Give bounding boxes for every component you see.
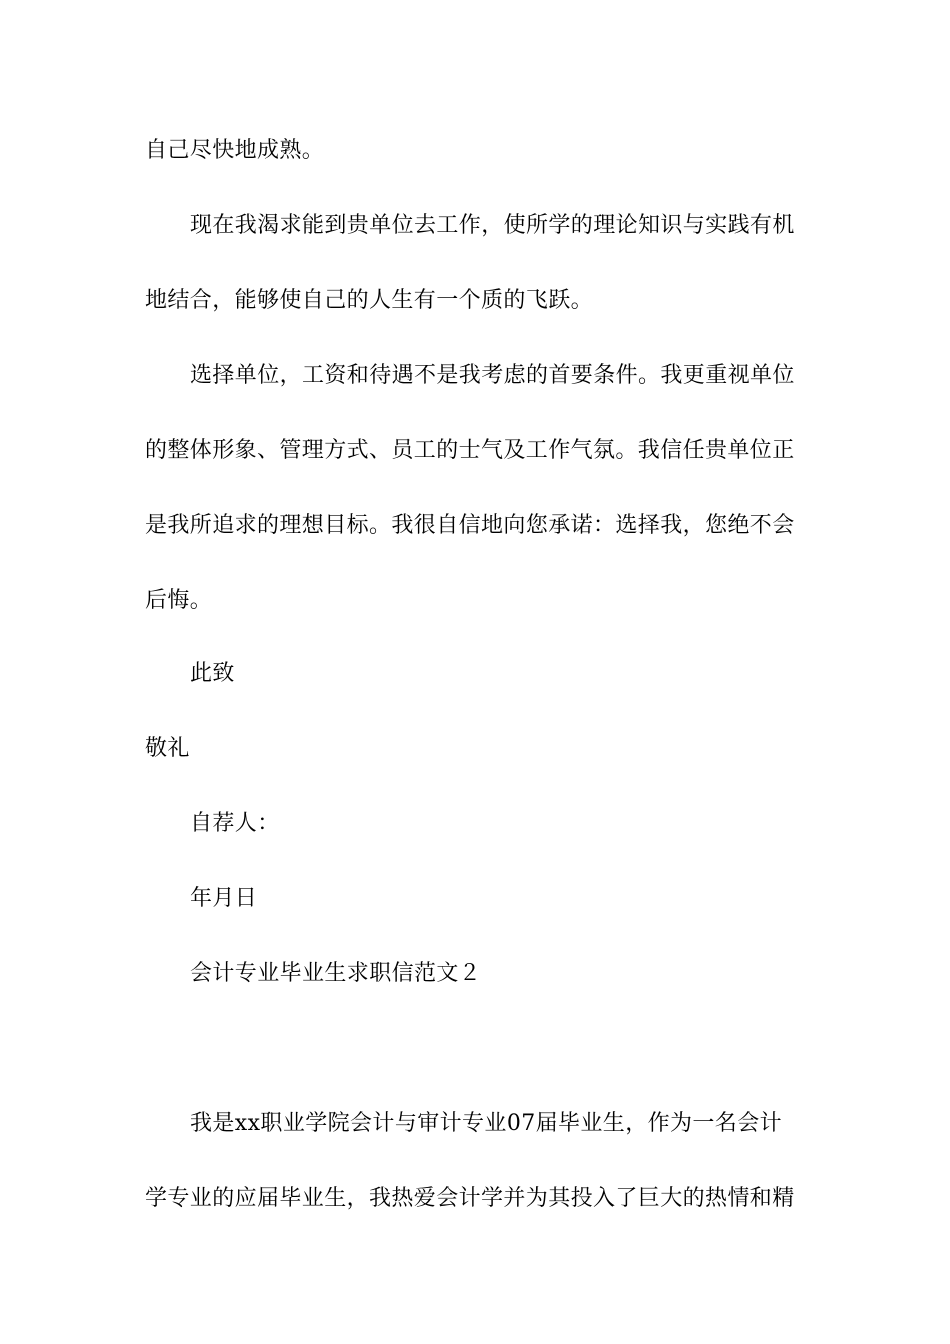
paragraph-line: 地结合，能够使自己的人生有一个质的飞跃。 xyxy=(145,288,594,313)
closing-regards: 敬礼 xyxy=(145,736,190,761)
date-label: 年月日 xyxy=(190,886,258,911)
section-heading: 会计专业毕业生求职信范文２ xyxy=(190,961,482,986)
closing-salutation: 此致 xyxy=(190,661,235,686)
signature-label: 自荐人： xyxy=(190,811,280,836)
paragraph-line: 自己尽快地成熟。 xyxy=(145,138,325,163)
paragraph-line: 现在我渴求能到贵单位去工作，使所学的理论知识与实践有机 xyxy=(190,213,795,238)
paragraph-line: 是我所追求的理想目标。我很自信地向您承诺：选择我，您绝不会 xyxy=(145,513,795,538)
paragraph-line: 学专业的应届毕业生，我热爱会计学并为其投入了巨大的热情和精 xyxy=(145,1186,795,1211)
paragraph-line: 选择单位，工资和待遇不是我考虑的首要条件。我更重视单位 xyxy=(190,363,795,388)
paragraph-line: 后悔。 xyxy=(145,588,213,613)
paragraph-line: 的整体形象、管理方式、员工的士气及工作气氛。我信任贵单位正 xyxy=(145,438,795,463)
paragraph-line: 我是xx职业学院会计与审计专业07届毕业生，作为一名会计 xyxy=(190,1111,783,1136)
